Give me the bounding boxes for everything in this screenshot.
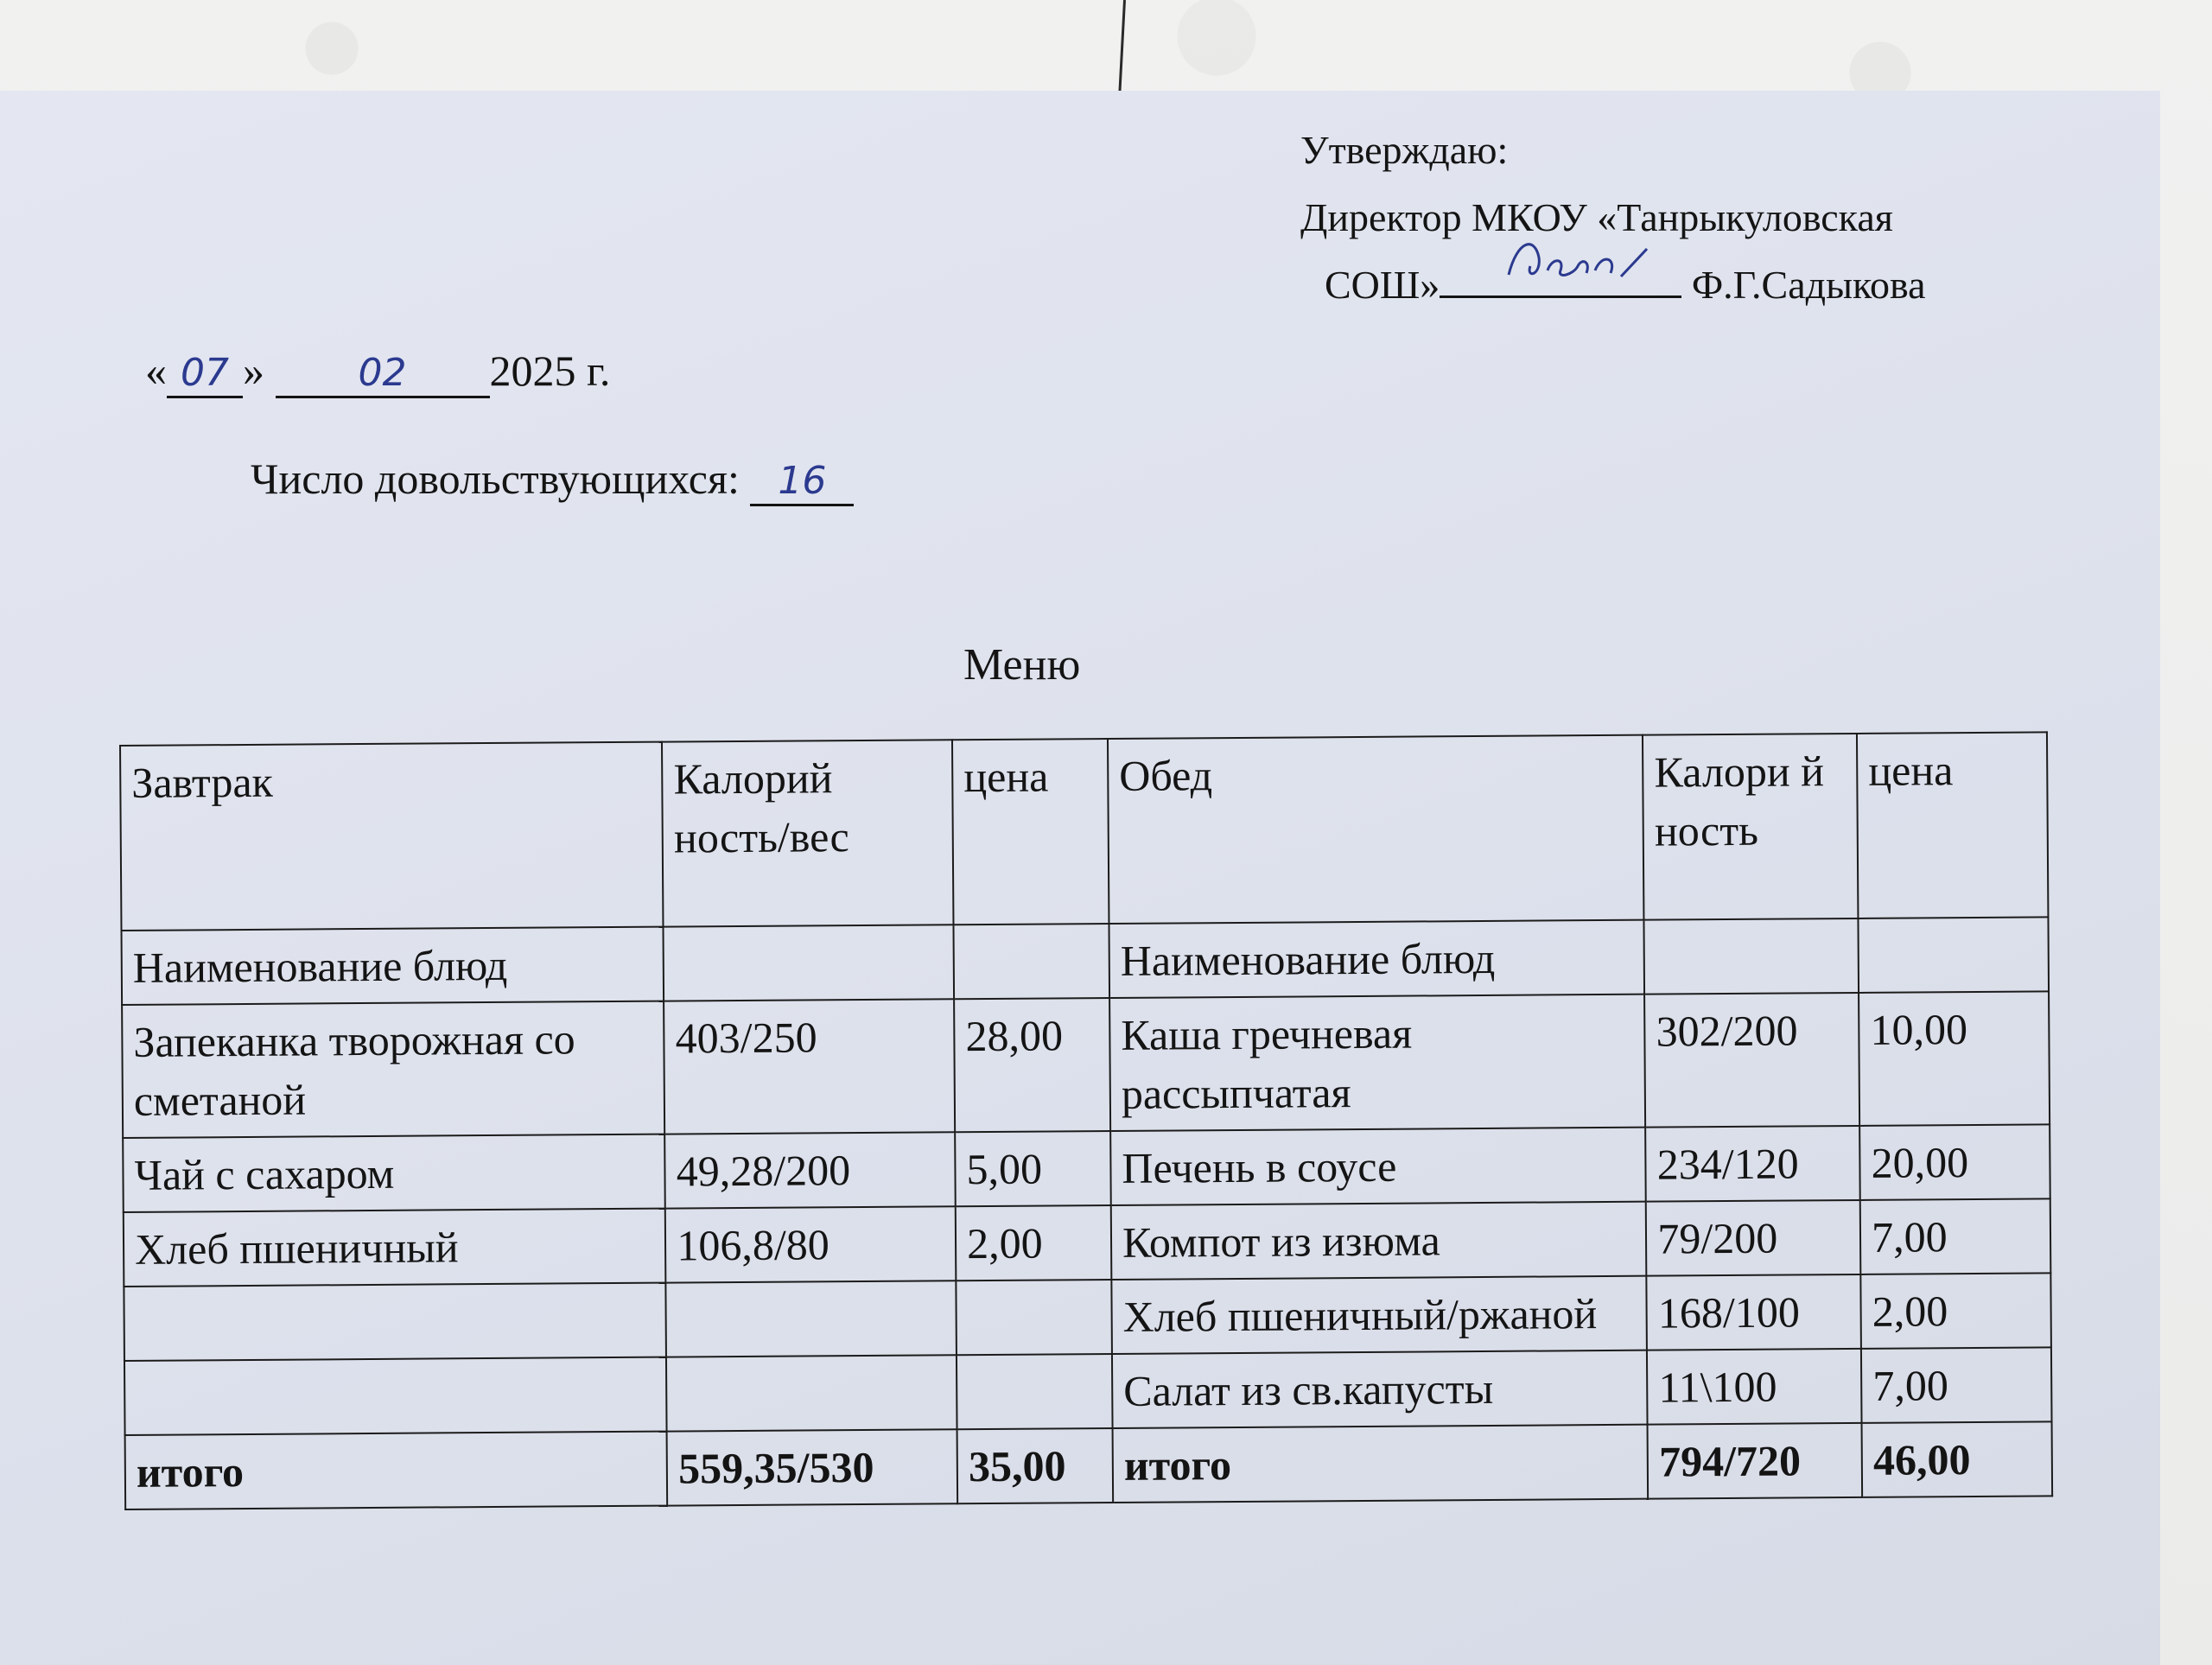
date-line — [145, 346, 610, 398]
table-row — [124, 1198, 2051, 1287]
breakfast-price: 5,00 — [955, 1131, 1110, 1206]
approval-signature-line — [1300, 251, 1926, 319]
breakfast-dish: Хлеб пшеничный — [124, 1209, 666, 1287]
lunch-price: 7,00 — [1861, 1347, 2051, 1423]
breakfast-calories — [666, 1281, 957, 1357]
breakfast-calories: 403/250 — [664, 999, 955, 1134]
header-lunch: Обед — [1108, 735, 1644, 924]
table-row — [124, 1273, 2051, 1361]
subheader-lunch-name: Наименование блюд — [1109, 920, 1644, 998]
lunch-total-calories: 794/720 — [1648, 1423, 1862, 1499]
approval-block — [1300, 117, 1926, 319]
subheader-breakfast-name: Наименование блюд — [122, 927, 664, 1005]
breakfast-total-label: итого — [125, 1432, 668, 1509]
lunch-calories: 168/100 — [1647, 1274, 1861, 1350]
diners-count: 16 — [750, 459, 854, 506]
header-lunch-price: цена — [1857, 732, 2048, 918]
approval-school-suffix: СОШ» — [1325, 263, 1440, 307]
lunch-price: 7,00 — [1860, 1198, 2050, 1274]
date-day: 07 — [167, 351, 243, 398]
lunch-price: 2,00 — [1860, 1273, 2050, 1349]
breakfast-total-price: 35,00 — [957, 1428, 1113, 1503]
date-month: 02 — [276, 351, 490, 398]
table-row — [124, 1347, 2052, 1435]
lunch-calories: 234/120 — [1645, 1126, 1859, 1202]
breakfast-dish: Запеканка творожная со сметаной — [122, 1001, 664, 1138]
breakfast-price — [957, 1354, 1112, 1429]
breakfast-calories — [666, 1355, 957, 1431]
header-breakfast-price: цена — [952, 739, 1109, 925]
approval-title: Утверждаю: — [1300, 128, 1509, 172]
breakfast-calories: 49,28/200 — [664, 1132, 955, 1208]
signature-blank — [1440, 257, 1681, 298]
diners-line — [251, 454, 854, 506]
approval-director: Директор МКОУ «Танрыкуловская — [1300, 195, 1893, 239]
table-row — [123, 1124, 2050, 1212]
breakfast-price: 2,00 — [956, 1205, 1111, 1281]
header-breakfast-calories: Калорий ность/вес — [662, 740, 953, 926]
signature-mark — [1500, 232, 1656, 292]
lunch-dish: Каша гречневая рассыпчатая — [1109, 995, 1645, 1131]
lunch-total-label: итого — [1113, 1425, 1649, 1503]
approval-director-name: Ф.Г.Садыкова — [1691, 263, 1926, 307]
lunch-total-price: 46,00 — [1862, 1421, 2052, 1497]
breakfast-price: 28,00 — [954, 998, 1110, 1132]
table-cell — [954, 924, 1109, 999]
diners-label: Число довольствующихся: — [251, 454, 740, 503]
lunch-dish: Хлеб пшеничный/ржаной — [1111, 1276, 1647, 1354]
lunch-dish: Компот из изюма — [1111, 1202, 1647, 1280]
table-cell — [664, 925, 954, 1001]
table-row — [122, 991, 2050, 1138]
menu-table — [119, 731, 2053, 1510]
breakfast-calories: 106,8/80 — [665, 1206, 956, 1282]
breakfast-total-calories: 559,35/530 — [667, 1429, 957, 1505]
lunch-dish: Печень в соусе — [1110, 1128, 1646, 1205]
table-cell — [1644, 918, 1859, 995]
table-cell — [1859, 917, 2049, 993]
date-close-quote: » — [243, 346, 264, 395]
breakfast-price — [956, 1280, 1111, 1355]
header-breakfast: Завтрак — [120, 742, 664, 931]
table-subheader-row — [122, 917, 2050, 1005]
header-lunch-calories: Калори й ность — [1643, 734, 1858, 920]
date-open-quote: « — [145, 346, 167, 395]
lunch-calories: 302/200 — [1644, 993, 1859, 1128]
lunch-calories: 79/200 — [1646, 1200, 1860, 1276]
breakfast-dish — [124, 1283, 666, 1361]
breakfast-dish — [124, 1357, 667, 1435]
table-total-row — [125, 1421, 2053, 1509]
lunch-price: 10,00 — [1859, 991, 2050, 1126]
lunch-dish: Салат из св.капусты — [1112, 1350, 1648, 1428]
lunch-price: 20,00 — [1859, 1124, 2050, 1200]
menu-title: Меню — [963, 640, 1081, 690]
table-header-row — [120, 732, 2048, 931]
date-year: 2025 г. — [489, 346, 611, 395]
lunch-calories: 11\100 — [1647, 1349, 1861, 1425]
breakfast-dish: Чай с сахаром — [123, 1134, 665, 1212]
